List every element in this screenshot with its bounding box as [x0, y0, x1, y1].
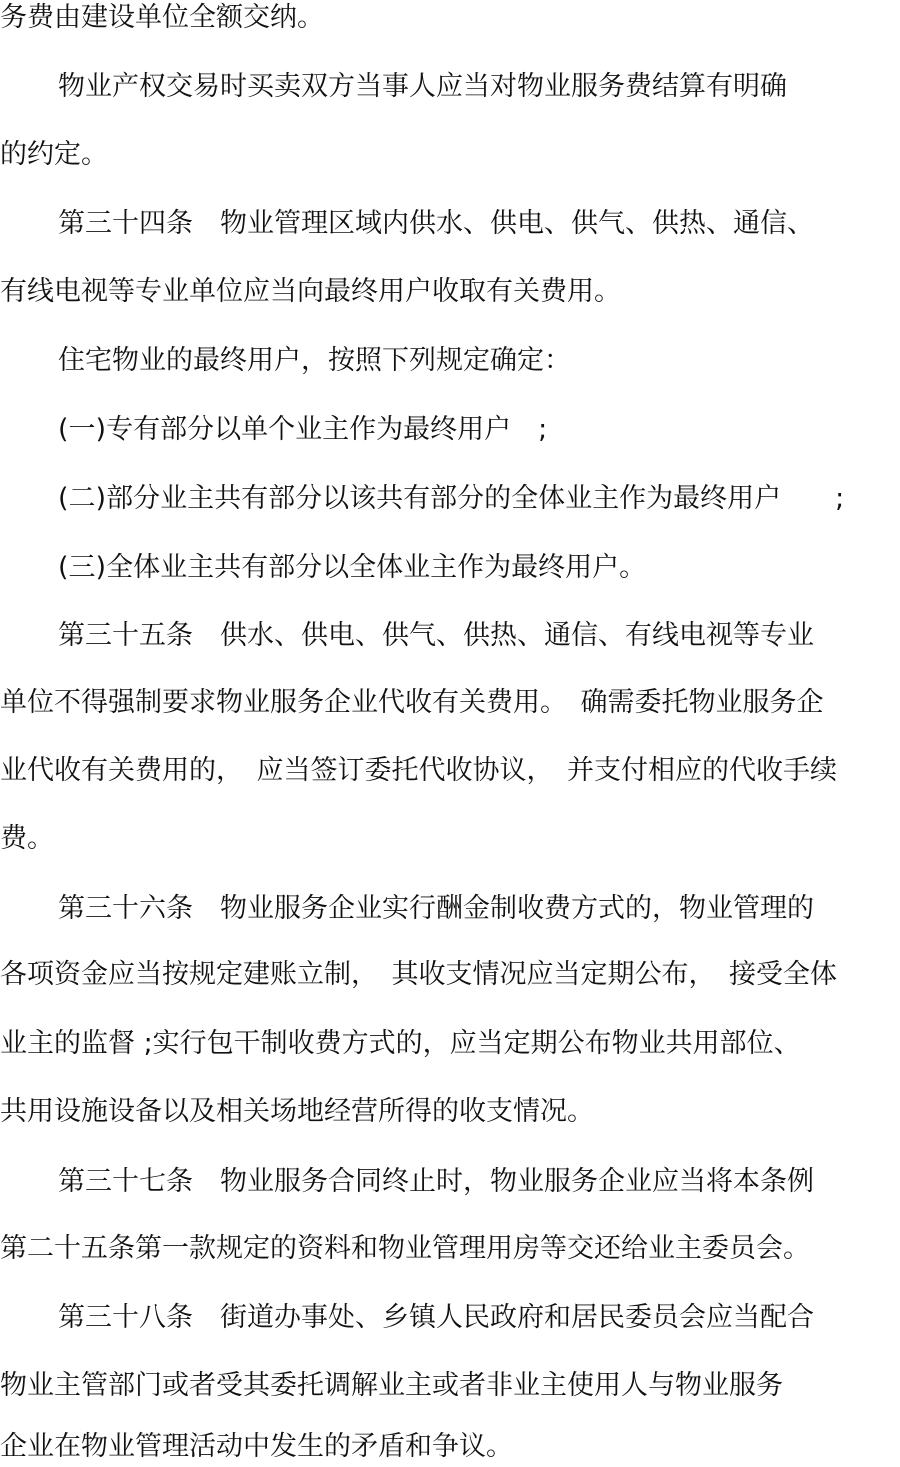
article-35-heading-line: 第三十五条 供水、供电、供气、供热、通信、有线电视等专业 [58, 620, 814, 651]
article-37-heading-line: 第三十七条 物业服务合同终止时，物业服务企业应当将本条例 [58, 1166, 814, 1197]
article-34-heading-line: 第三十四条 物业管理区域内供水、供电、供气、供热、通信、 [58, 208, 814, 239]
text-line-continuation: 务费由建设单位全额交纳。 [0, 2, 324, 33]
text-line-paragraph: 物业产权交易时买卖双方当事人应当对物业服务费结算有明确 [58, 71, 787, 102]
list-item-2: (二)部分业主共有部分以该共有部分的全体业主作为最终用户 ; [58, 483, 845, 514]
list-item-1: (一)专有部分以单个业主作为最终用户 ; [58, 414, 548, 445]
text-line-paragraph: 住宅物业的最终用户，按照下列规定确定： [58, 345, 571, 376]
text-line: 物业主管部门或者受其委托调解业主或者非业主使用人与物业服务 [0, 1370, 783, 1401]
article-36-heading-line: 第三十六条 物业服务企业实行酬金制收费方式的，物业管理的 [58, 893, 814, 924]
text-line: 第二十五条第一款规定的资料和物业管理用房等交还给业主委员会。 [0, 1233, 810, 1264]
text-line: 共用设施设备以及相关场地经营所得的收支情况。 [0, 1096, 594, 1127]
text-line: 企业在物业管理活动中发生的矛盾和争议。 [0, 1431, 513, 1462]
text-line: 业主的监督 ;实行包干制收费方式的，应当定期公布物业共用部位、 [0, 1028, 801, 1059]
text-line: 的约定。 [0, 139, 108, 170]
text-line: 单位不得强制要求物业服务企业代收有关费用。 确需委托物业服务企 [0, 687, 824, 718]
article-38-heading-line: 第三十八条 街道办事处、乡镇人民政府和居民委员会应当配合 [58, 1302, 814, 1333]
text-line: 费。 [0, 823, 54, 854]
text-line: 业代收有关费用的， 应当签订委托代收协议， 并支付相应的代收手续 [0, 755, 837, 786]
text-line: 各项资金应当按规定建账立制， 其收支情况应当定期公布， 接受全体 [0, 959, 837, 990]
list-item-3: (三)全体业主共有部分以全体业主作为最终用户。 [58, 552, 647, 583]
text-line: 有线电视等专业单位应当向最终用户收取有关费用。 [0, 276, 621, 307]
